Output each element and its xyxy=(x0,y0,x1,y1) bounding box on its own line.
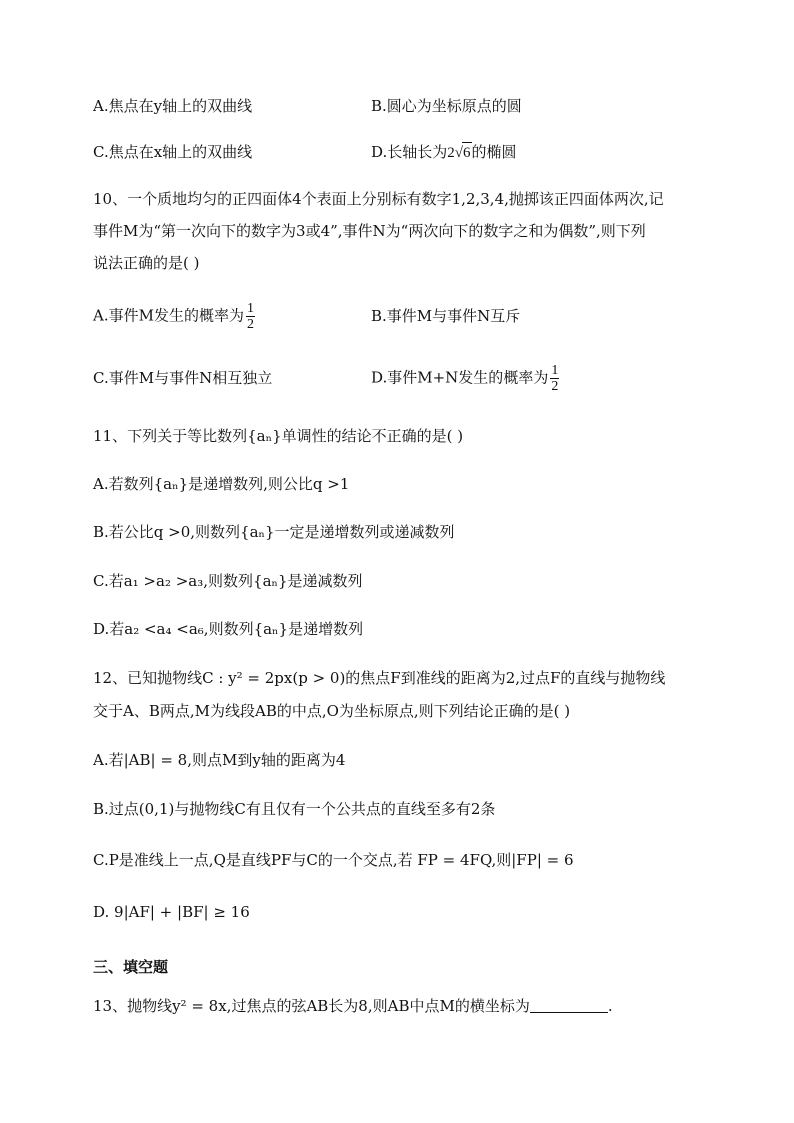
fraction-denominator: 2 xyxy=(246,317,254,332)
q9-option-d-coef: 2 xyxy=(447,145,455,161)
q10-option-a-fraction xyxy=(246,301,255,332)
q11-stem: 11、下列关于等比数列{aₙ}单调性的结论不正确的是( ) xyxy=(93,427,464,445)
q12-stem-line2: 交于A、B两点,M为线段AB的中点,O为坐标原点,则下列结论正确的是( ) xyxy=(93,702,571,720)
q9-option-d-prefix: D.长轴长为 xyxy=(371,143,448,161)
q10-stem-line1: 10、一个质地均匀的正四面体4个表面上分别标有数字1,2,3,4,抛掷该正四面体两次,记 xyxy=(93,190,664,208)
q10-option-a-text: A.事件M发生的概率为 xyxy=(93,306,244,325)
sqrt-symbol: √ xyxy=(454,145,463,161)
fraction-numerator: 1 xyxy=(246,301,254,316)
q10-option-a xyxy=(93,301,257,332)
q12-option-c: C.P是准线上一点,Q是直线PF与C的一个交点,若 FP = 4FQ,则|FP| = 6 xyxy=(93,851,574,869)
q10-option-d-text: D.事件M+N发生的概率为 xyxy=(371,368,549,387)
q10-option-b: B.事件M与事件N互斥 xyxy=(371,307,521,325)
q13-end: . xyxy=(607,997,613,1015)
q11-option-b: B.若公比q >0,则数列{aₙ}一定是递增数列或递减数列 xyxy=(93,523,455,541)
q11-option-c: C.若a₁ >a₂ >a₃,则数列{aₙ}是递减数列 xyxy=(93,572,363,590)
q9-option-d-suffix: 的椭圆 xyxy=(471,143,517,161)
q12-option-d: D. 9|AF| + |BF| ≥ 16 xyxy=(93,903,250,921)
q11-option-a: A.若数列{aₙ}是递增数列,则公比q >1 xyxy=(93,475,350,493)
fraction-numerator: 1 xyxy=(551,363,559,378)
q9-option-d-radicand: 6 xyxy=(462,142,472,163)
q12-option-a: A.若|AB| = 8,则点M到y轴的距离为4 xyxy=(93,751,346,769)
q9-option-d xyxy=(371,142,517,163)
q11-option-d: D.若a₂ <a₄ <a₆,则数列{aₙ}是递增数列 xyxy=(93,620,364,638)
q10-option-c: C.事件M与事件N相互独立 xyxy=(93,369,273,387)
fraction-denominator: 2 xyxy=(551,379,559,394)
q12-stem-line1: 12、已知抛物线C : y² = 2px(p > 0)的焦点F到准线的距离为2,过点F的直线与抛物线 xyxy=(93,669,666,687)
answer-blank[interactable] xyxy=(530,998,608,1013)
q9-option-a: A.焦点在y轴上的双曲线 xyxy=(93,97,253,115)
q10-option-d xyxy=(371,363,561,394)
q13-stem: 13、抛物线y² = 8x,过焦点的弦AB长为8,则AB中点M的横坐标为 xyxy=(93,997,530,1015)
q10-stem-line2: 事件M为“第一次向下的数字为3或4”,事件N为“两次向下的数字之和为偶数”,则下列 xyxy=(93,222,646,240)
section-title: 三、填空题 xyxy=(93,958,169,976)
q9-option-c: C.焦点在x轴上的双曲线 xyxy=(93,143,253,161)
q10-option-d-fraction xyxy=(550,363,559,394)
q9-option-b: B.圆心为坐标原点的圆 xyxy=(371,97,522,115)
q10-stem-line3: 说法正确的是( ) xyxy=(93,254,200,272)
q12-option-b: B.过点(0,1)与抛物线C有且仅有一个公共点的直线至多有2条 xyxy=(93,800,496,818)
q13-line xyxy=(93,996,613,1016)
